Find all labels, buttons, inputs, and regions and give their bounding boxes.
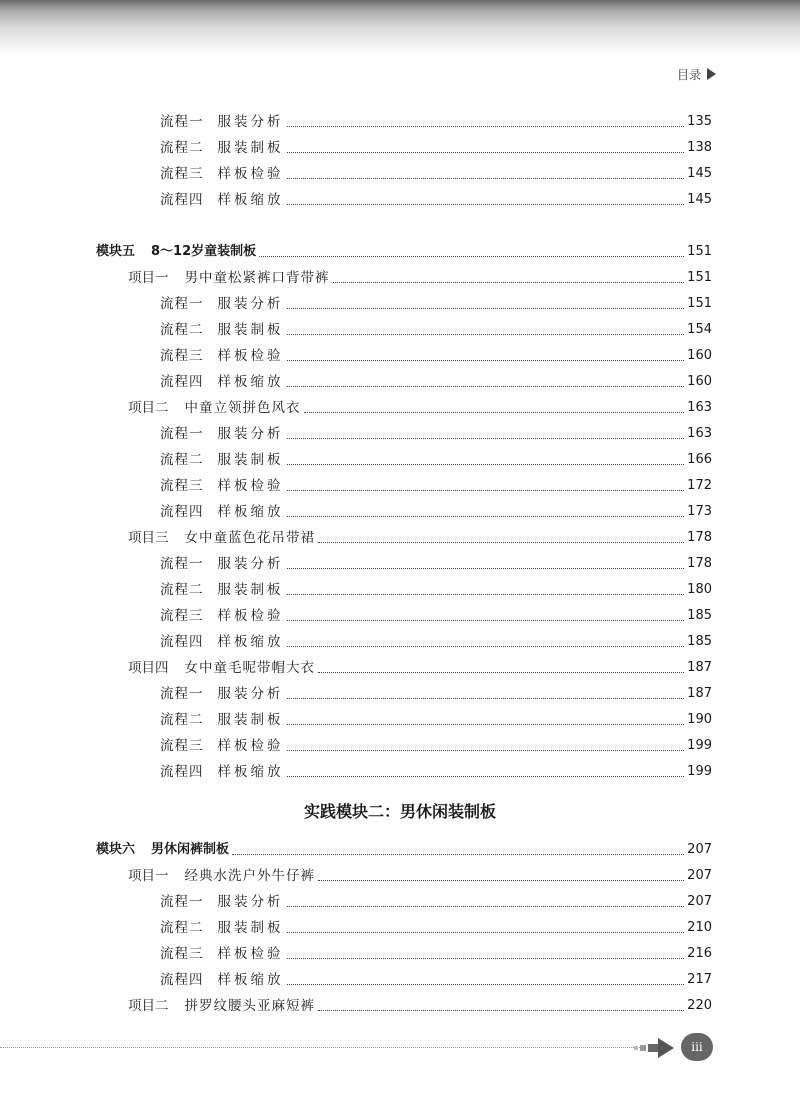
- toc-entry-title: 服装制板: [217, 140, 284, 156]
- toc-entry-module[interactable]: [0, 838, 712, 862]
- toc-entry-label: 流程四: [160, 374, 204, 390]
- toc-leader-dots: [287, 984, 685, 985]
- toc-entry-title: 样板缩放: [217, 374, 284, 390]
- toc-entry-process[interactable]: [0, 344, 712, 368]
- toc-entry-title: 样板检验: [217, 946, 284, 962]
- toc-entry-process[interactable]: [0, 448, 712, 472]
- toc-leader-dots: [287, 620, 685, 621]
- toc-entry-title: 样板缩放: [217, 504, 284, 520]
- toc-entry-label: 项目三: [128, 530, 169, 546]
- toc-leader-dots: [318, 880, 684, 881]
- section-heading: 实践模块二：男休闲装制板: [303, 802, 496, 821]
- toc-entry-page: 187: [687, 686, 712, 701]
- toc-entry-page: 151: [687, 244, 712, 259]
- toc-entry-label: 流程二: [160, 322, 204, 338]
- toc-entry-page: 185: [687, 608, 712, 623]
- toc-entry-process[interactable]: [0, 630, 712, 654]
- toc-entry-process[interactable]: [0, 370, 712, 394]
- toc-entry-title: 经典水洗户外牛仔裤: [184, 868, 315, 884]
- toc-entry-label: 流程三: [160, 738, 204, 754]
- toc-leader-dots: [287, 152, 685, 153]
- toc-leader-dots: [232, 854, 684, 855]
- toc-entry-title: 服装分析: [217, 686, 284, 702]
- toc-entry-process[interactable]: [0, 110, 712, 134]
- toc-entry-label: 流程一: [160, 894, 204, 910]
- toc-leader-dots: [287, 386, 685, 387]
- toc-entry-title: 男休闲裤制板: [151, 842, 230, 857]
- toc-entry-title: 样板检验: [217, 738, 284, 754]
- toc-entry-project[interactable]: [0, 526, 712, 550]
- toc-entry-label: 模块五: [96, 244, 136, 259]
- toc-entry-title: 拼罗纹腰头亚麻短裤: [184, 998, 315, 1014]
- toc-entry-process[interactable]: [0, 318, 712, 342]
- toc-entry-page: 172: [687, 478, 712, 493]
- toc-entry-label: 项目四: [128, 660, 169, 676]
- toc-entry-process[interactable]: [0, 474, 712, 498]
- toc-entry-label: 项目二: [128, 998, 169, 1014]
- toc-entry-label: 模块六: [96, 842, 136, 857]
- toc-leader-dots: [259, 256, 684, 257]
- toc-leader-dots: [287, 646, 685, 647]
- toc-entry-title: 服装分析: [217, 894, 284, 910]
- toc-entry-process[interactable]: [0, 552, 712, 576]
- toc-entry-page: 145: [687, 192, 712, 207]
- toc-entry-label: 项目二: [128, 400, 169, 416]
- toc-entry-title: 服装制板: [217, 920, 284, 936]
- toc-entry-label: 流程二: [160, 452, 204, 468]
- toc-entry-project[interactable]: [0, 994, 712, 1018]
- toc-entry-title: 样板检验: [217, 348, 284, 364]
- toc-leader-dots: [304, 412, 685, 413]
- toc-entry-title: 服装分析: [217, 296, 284, 312]
- toc-entry-process[interactable]: [0, 188, 712, 212]
- toc-entry-label: 流程二: [160, 712, 204, 728]
- toc-entry-label: 流程一: [160, 426, 204, 442]
- toc-leader-dots: [287, 464, 685, 465]
- toc-entry-project[interactable]: [0, 266, 712, 290]
- toc-entry-process[interactable]: [0, 682, 712, 706]
- toc-leader-dots: [318, 542, 684, 543]
- toc-leader-dots: [333, 282, 685, 283]
- toc-leader-dots: [287, 724, 685, 725]
- toc-entry-title: 样板检验: [217, 608, 284, 624]
- toc-entry-label: 流程二: [160, 582, 204, 598]
- toc-entry-process[interactable]: [0, 136, 712, 160]
- toc-entry-page: 199: [687, 764, 712, 779]
- toc-entry-label: 流程四: [160, 192, 204, 208]
- toc-leader-dots: [287, 776, 685, 777]
- toc-entry-process[interactable]: [0, 708, 712, 732]
- toc-entry-label: 流程二: [160, 920, 204, 936]
- toc-entry-page: 154: [687, 322, 712, 337]
- toc-entry-process[interactable]: [0, 500, 712, 524]
- toc-entry-title: 男中童松紧裤口背带裤: [184, 270, 330, 286]
- toc-entry-page: 187: [687, 660, 712, 675]
- running-header-text: 目录: [676, 67, 701, 82]
- toc-leader-dots: [287, 204, 685, 205]
- toc-entry-page: 135: [687, 114, 712, 129]
- toc-leader-dots: [287, 360, 685, 361]
- toc-entry-title: 样板缩放: [217, 634, 284, 650]
- toc-leader-dots: [287, 750, 685, 751]
- top-gradient-bar: [0, 0, 800, 56]
- toc-entry-label: 流程四: [160, 764, 204, 780]
- toc-entry-title: 女中童蓝色花吊带裙: [184, 530, 315, 546]
- toc-entry-page: 220: [687, 998, 712, 1013]
- toc-entry-title: 女中童毛呢带帽大衣: [184, 660, 315, 676]
- toc-leader-dots: [287, 438, 685, 439]
- toc-entry-process[interactable]: [0, 162, 712, 186]
- toc-entry-project[interactable]: [0, 396, 712, 420]
- toc-entry-label: 项目一: [128, 868, 169, 884]
- toc-entry-label: 流程四: [160, 634, 204, 650]
- toc-entry-process[interactable]: [0, 292, 712, 316]
- toc-entry-process[interactable]: [0, 890, 712, 914]
- toc-entry-label: 流程二: [160, 140, 204, 156]
- toc-entry-process[interactable]: [0, 422, 712, 446]
- running-header: [660, 64, 716, 84]
- toc-entry-page: 163: [687, 400, 712, 415]
- toc-entry-page: 199: [687, 738, 712, 753]
- toc-entry-project[interactable]: [0, 656, 712, 680]
- toc-entry-page: 145: [687, 166, 712, 181]
- toc-entry-title: 样板缩放: [217, 972, 284, 988]
- toc-entry-page: 178: [687, 530, 712, 545]
- toc-leader-dots: [318, 672, 684, 673]
- toc-entry-process[interactable]: [0, 968, 712, 992]
- toc-entry-label: 流程三: [160, 608, 204, 624]
- toc-entry-label: 流程一: [160, 296, 204, 312]
- toc-leader-dots: [287, 126, 685, 127]
- toc-entry-process[interactable]: [0, 604, 712, 628]
- toc-entry-page: 166: [687, 452, 712, 467]
- triangle-right-icon: [707, 68, 716, 80]
- toc-leader-dots: [287, 958, 685, 959]
- toc-entry-page: 207: [687, 868, 712, 883]
- toc-entry-page: 190: [687, 712, 712, 727]
- toc-entry-process[interactable]: [0, 578, 712, 602]
- toc-leader-dots: [287, 334, 685, 335]
- toc-entry-title: 服装分析: [217, 426, 284, 442]
- toc-leader-dots: [287, 698, 685, 699]
- toc-entry-title: 服装分析: [217, 114, 284, 130]
- toc-leader-dots: [287, 308, 685, 309]
- toc-leader-dots: [287, 932, 685, 933]
- footer-dotted-line: [0, 1047, 640, 1048]
- toc-entry-label: 流程三: [160, 166, 204, 182]
- toc-entry-process[interactable]: [0, 760, 712, 784]
- toc-leader-dots: [287, 568, 685, 569]
- toc-entry-title: 服装制板: [217, 712, 284, 728]
- toc-leader-dots: [318, 1010, 684, 1011]
- toc-entry-title: 8～12岁童装制板: [151, 244, 257, 259]
- toc-leader-dots: [287, 594, 685, 595]
- toc-entry-label: 流程四: [160, 972, 204, 988]
- toc-entry-title: 样板检验: [217, 166, 284, 182]
- toc-entry-title: 样板缩放: [217, 764, 284, 780]
- toc-entry-title: 服装分析: [217, 556, 284, 572]
- toc-entry-module[interactable]: [0, 240, 712, 264]
- toc-entry-page: 163: [687, 426, 712, 441]
- toc-leader-dots: [287, 490, 685, 491]
- arrow-right-icon: [634, 1036, 678, 1060]
- page-number-badge: iii: [681, 1033, 713, 1061]
- toc-entry-title: 样板检验: [217, 478, 284, 494]
- toc-entry-project[interactable]: [0, 864, 712, 888]
- toc-entry-label: 流程一: [160, 556, 204, 572]
- toc-entry-label: 流程三: [160, 478, 204, 494]
- toc-entry-process[interactable]: [0, 942, 712, 966]
- toc-entry-title: 服装制板: [217, 322, 284, 338]
- toc-entry-process[interactable]: [0, 916, 712, 940]
- toc-entry-label: 流程三: [160, 348, 204, 364]
- toc-entry-process[interactable]: [0, 734, 712, 758]
- toc-entry-title: 服装制板: [217, 582, 284, 598]
- toc-entry-label: 流程四: [160, 504, 204, 520]
- toc-leader-dots: [287, 906, 685, 907]
- toc-entry-page: 178: [687, 556, 712, 571]
- toc-entry-label: 流程三: [160, 946, 204, 962]
- toc-entry-page: 138: [687, 140, 712, 155]
- toc-entry-page: 160: [687, 374, 712, 389]
- toc-entry-label: 项目一: [128, 270, 169, 286]
- toc-entry-page: 180: [687, 582, 712, 597]
- toc-entry-page: 185: [687, 634, 712, 649]
- toc-entry-page: 151: [687, 296, 712, 311]
- toc-entry-page: 173: [687, 504, 712, 519]
- toc-leader-dots: [287, 178, 685, 179]
- toc-entry-label: 流程一: [160, 686, 204, 702]
- toc-entry-page: 151: [687, 270, 712, 285]
- toc-entry-page: 207: [687, 842, 712, 857]
- toc-entry-page: 217: [687, 972, 712, 987]
- toc-entry-page: 216: [687, 946, 712, 961]
- toc-entry-page: 160: [687, 348, 712, 363]
- toc-leader-dots: [287, 516, 685, 517]
- toc-entry-title: 中童立领拼色风衣: [184, 400, 301, 416]
- toc-entry-label: 流程一: [160, 114, 204, 130]
- toc-entry-title: 服装制板: [217, 452, 284, 468]
- toc-entry-page: 207: [687, 894, 712, 909]
- toc-entry-page: 210: [687, 920, 712, 935]
- toc-entry-title: 样板缩放: [217, 192, 284, 208]
